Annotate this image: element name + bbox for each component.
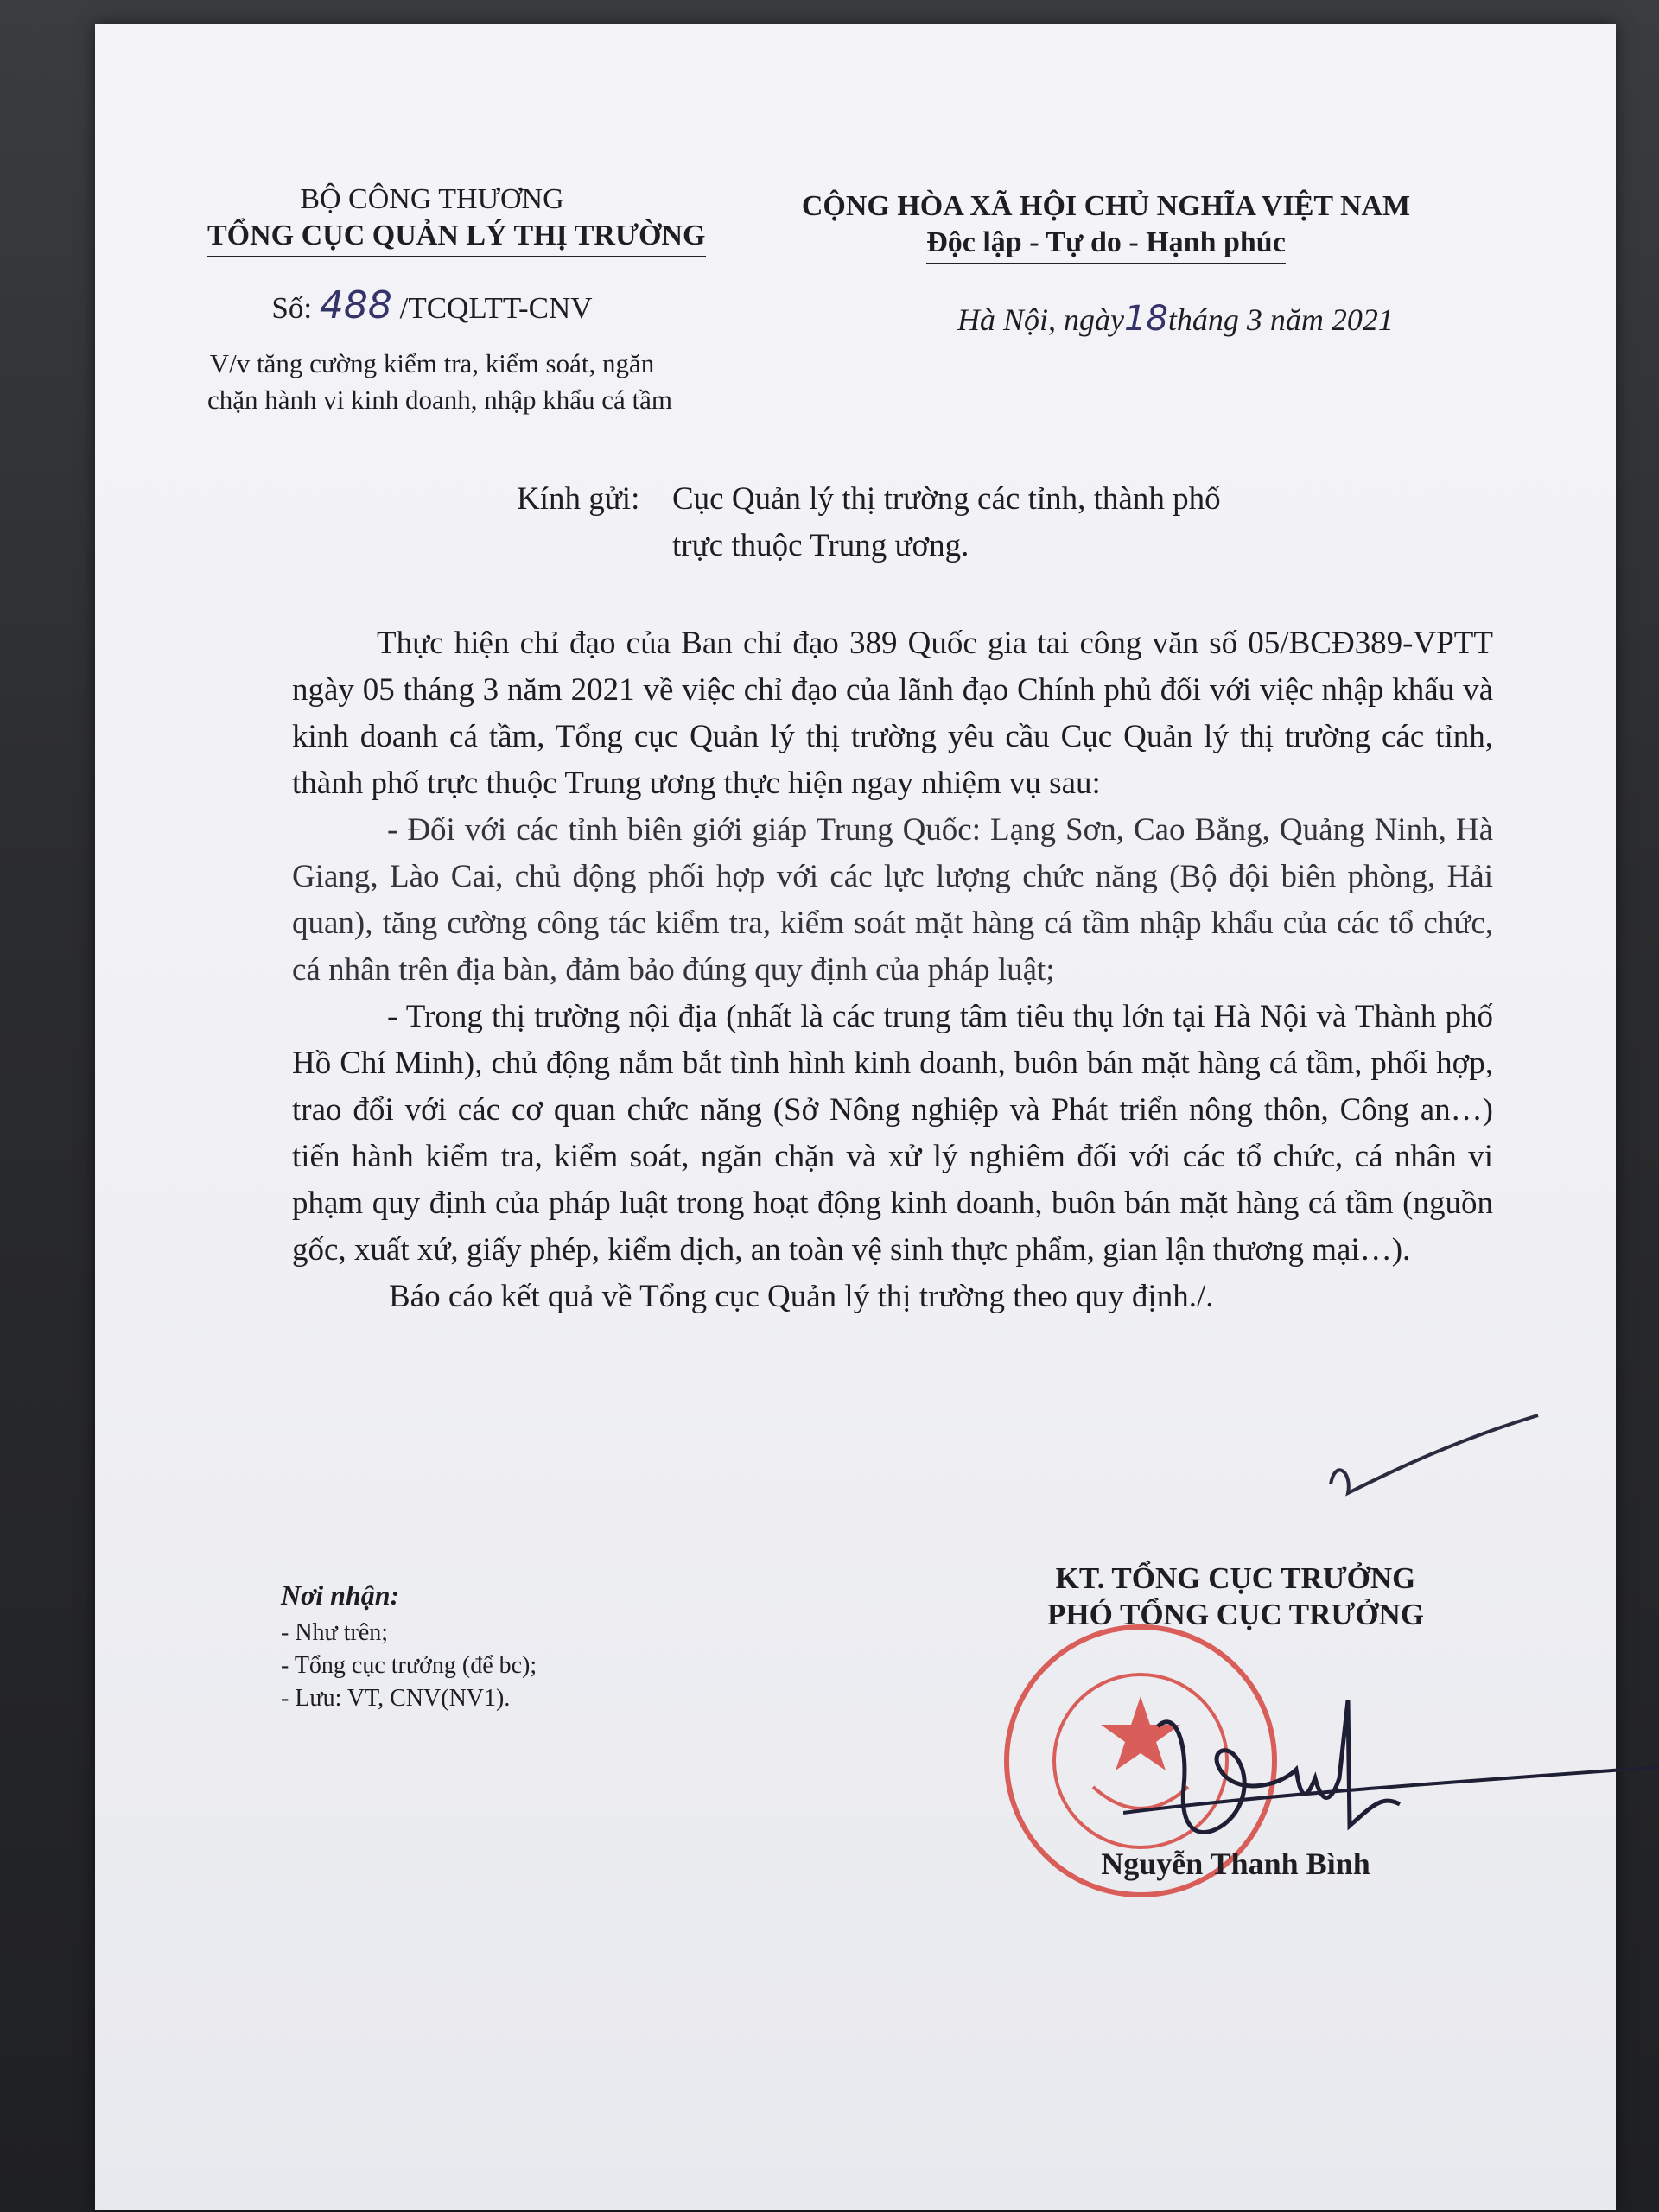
recipients-item: - Lưu: VT, CNV(NV1). xyxy=(281,1685,511,1712)
recipient-line-2: trực thuộc Trung ương. xyxy=(672,528,969,563)
signer-name: Nguyễn Thanh Bình xyxy=(1101,1847,1370,1881)
ministry-name: BỘ CÔNG THƯƠNG xyxy=(300,183,564,215)
body-item-1: - Đối với các tỉnh biên giới giáp Trung Quốc: Lạng Sơn, Cao Bằng, Quảng Ninh, Hà Giang, Lào Cai, chủ động phối hợp với các lực lượng chức năng (Bộ đội biên phòng, Hải quan), tăng cường công tác kiểm tra, kiểm soát mặt hàng cá tầm nhập khẩu của các tổ chức, cá nhân trên địa bàn, đảm bảo đúng quy định của pháp luật; xyxy=(292,812,1493,988)
motto xyxy=(795,225,1417,264)
agency-name xyxy=(207,218,706,257)
doc-number-prefix: Số: xyxy=(271,291,313,325)
agency-name-text: TỔNG CỤC QUẢN LÝ THỊ TRƯỜNG xyxy=(207,218,706,257)
date-day-handwritten: 18 xyxy=(1124,299,1168,339)
doc-number-suffix: /TCQLTT-CNV xyxy=(399,291,593,325)
body-item-2: - Trong thị trường nội địa (nhất là các trung tâm tiêu thụ lớn tại Hà Nội và Thành phố Hồ Chí Minh), chủ động nắm bắt tình hình kinh doanh, buôn bán mặt hàng cá tầm, phối hợp, trao đổi với các cơ quan chức năng (Sở Nông nghiệp và Phát triển nông thôn, Công an…) tiến hành kiểm tra, kiểm soát, ngăn chặn và xử lý nghiêm đối với các tổ chức, cá nhân vi phạm quy định của pháp luật trong hoạt động kinh doanh, buôn bán mặt hàng cá tầm (nguồn gốc, xuất xứ, giấy phép, kiểm dịch, an toàn vệ sinh thực phẩm, gian lận thương mại…). xyxy=(292,999,1493,1268)
document-number xyxy=(207,283,657,327)
body-closing: Báo cáo kết quả về Tổng cục Quản lý thị trường theo quy định./. xyxy=(389,1279,1214,1314)
signature-title-1: KT. TỔNG CỤC TRƯỞNG xyxy=(1055,1561,1416,1595)
recipient-label: Kính gửi: xyxy=(517,481,640,517)
closing-flourish xyxy=(1313,1398,1555,1510)
handwritten-signature xyxy=(1123,1675,1659,1873)
recipients-item: - Tổng cục trưởng (để bc); xyxy=(281,1652,537,1679)
motto-text: Độc lập - Tự do - Hạnh phúc xyxy=(926,225,1286,264)
recipient-line-1: Cục Quản lý thị trường các tỉnh, thành phố xyxy=(672,481,1221,517)
subject-line-2: chặn hành vi kinh doanh, nhập khẩu cá tầm xyxy=(207,385,673,415)
subject xyxy=(207,346,673,418)
recipients-item: - Như trên; xyxy=(281,1619,389,1646)
doc-number-handwritten: 488 xyxy=(319,283,392,327)
left-header xyxy=(207,181,706,257)
date-suffix: tháng 3 năm 2021 xyxy=(1167,302,1394,337)
recipients-title: Nơi nhận: xyxy=(281,1580,400,1611)
country-name: CỘNG HÒA XÃ HỘI CHỦ NGHĨA VIỆT NAM xyxy=(801,190,1411,222)
signature-title-2: PHÓ TỔNG CỤC TRƯỞNG xyxy=(1047,1598,1424,1631)
date-prefix: Hà Nội, ngày xyxy=(957,302,1124,337)
document-page xyxy=(95,24,1616,2210)
subject-line-1: V/v tăng cường kiểm tra, kiểm soát, ngăn xyxy=(209,348,655,378)
body-content xyxy=(292,620,1493,1320)
document-date xyxy=(957,299,1394,339)
body-intro: Thực hiện chỉ đạo của Ban chỉ đạo 389 Quốc gia tai công văn số 05/BCĐ389-VPTT ngày 05 tháng 3 năm 2021 về việc chỉ đạo của lãnh đạo Chính phủ đối với việc nhập khẩu và kinh doanh cá tầm, Tổng cục Quản lý thị trường yêu cầu Cục Quản lý thị trường các tỉnh, thành phố trực thuộc Trung ương thực hiện ngay nhiệm vụ sau: xyxy=(292,626,1493,801)
recipients-block xyxy=(281,1580,537,1715)
right-header xyxy=(795,188,1417,264)
